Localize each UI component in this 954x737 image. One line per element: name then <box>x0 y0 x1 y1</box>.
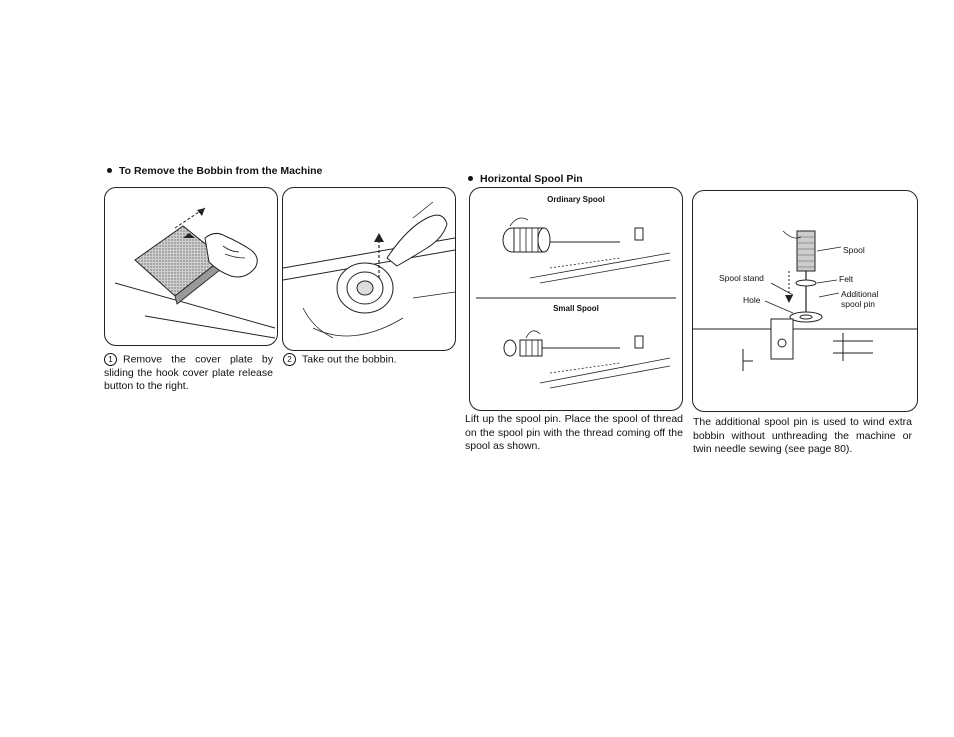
additional-spool-pin-drawing <box>693 191 917 411</box>
hole-callout: Hole <box>743 295 761 305</box>
step1-number: 1 <box>104 353 117 366</box>
spool-pin-drawing <box>470 188 682 410</box>
bobbin-removal-illustration <box>282 187 456 351</box>
additional-spool-pin-illustration <box>692 190 918 412</box>
cover-plate-illustration <box>104 187 278 346</box>
bullet-icon <box>468 176 473 181</box>
felt-callout: Felt <box>839 274 854 284</box>
cover-plate-drawing <box>105 188 277 345</box>
step1-caption: 1 Remove the cover plate by sliding the hook cover plate release button to the right. <box>104 353 273 393</box>
spool-section-heading: Horizontal Spool Pin <box>468 173 583 185</box>
additional-spool-pin-callout: Additional spool pin <box>841 289 879 309</box>
step2-number: 2 <box>283 353 296 366</box>
spool-pin-caption: Lift up the spool pin. Place the spool of thread on the spool pin with the thread coming off the spool as shown. <box>465 413 683 452</box>
step2-caption: 2 Take out the bobbin. <box>283 353 455 367</box>
spool-pin-illustration <box>469 187 683 411</box>
bullet-icon <box>107 168 112 173</box>
additional-spool-pin-caption: The additional spool pin is used to wind extra bobbin without unthreading the machine or twin needle sewing (see page 80). <box>693 416 912 455</box>
bobbin-section-heading: To Remove the Bobbin from the Machine <box>107 165 322 177</box>
spool-stand-callout: Spool stand <box>719 273 764 283</box>
bobbin-removal-drawing <box>283 188 455 350</box>
spool-callout: Spool <box>843 245 865 255</box>
small-spool-label: Small Spool <box>553 304 599 313</box>
ordinary-spool-label: Ordinary Spool <box>547 195 605 204</box>
